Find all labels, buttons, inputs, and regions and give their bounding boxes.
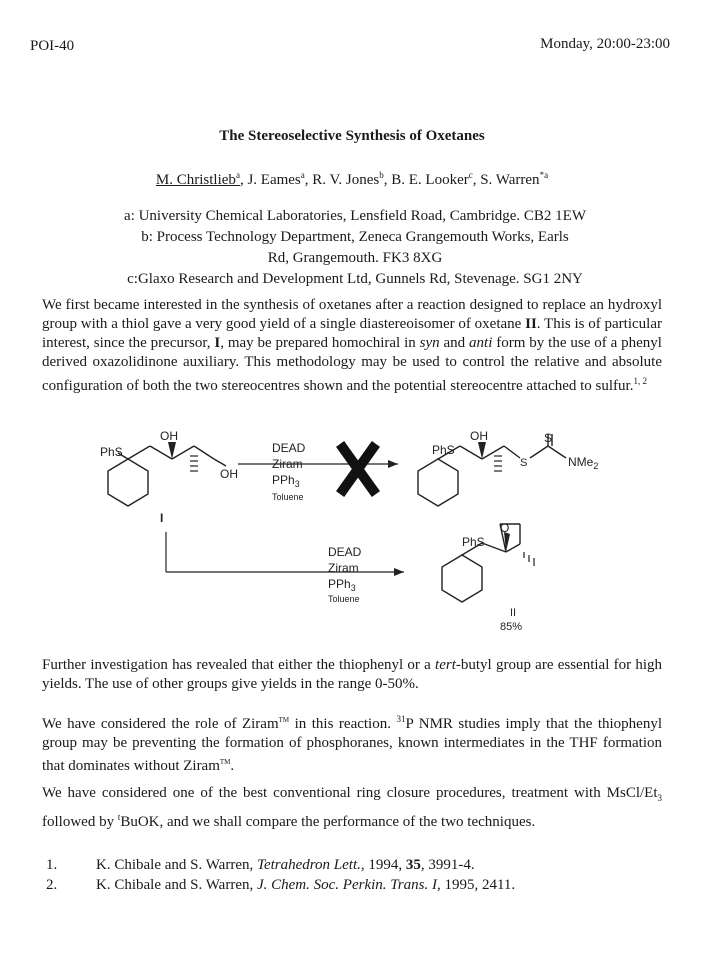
document-code: POI-40 bbox=[30, 38, 75, 54]
author: S. Warren$^{*a}$ bbox=[480, 170, 549, 188]
label-o: O bbox=[500, 521, 510, 535]
label-oh-1: OH bbox=[160, 429, 178, 443]
reagent-ziram-1: Ziram bbox=[272, 457, 303, 471]
compound-label-I: I bbox=[160, 511, 164, 525]
reference-1: 1. K. Chibale and S. Warren, Tetrahedron Lett., 1994, 35, 3991-4. bbox=[46, 857, 475, 873]
paper-title: The Stereoselective Synthesis of Oxetanes bbox=[219, 128, 485, 144]
reference-2: 2. K. Chibale and S. Warren, J. Chem. Soc. Perkin. Trans. I, 1995, 2411. bbox=[46, 877, 516, 893]
label-oh-2: OH bbox=[220, 467, 238, 481]
label-oh-3: OH bbox=[470, 429, 488, 443]
author: R. V. Jones$^b$ bbox=[312, 170, 384, 188]
reaction-failed-x-icon bbox=[343, 448, 373, 490]
author: B. E. Looker$^c$ bbox=[391, 170, 473, 188]
label-s-2: S bbox=[544, 431, 553, 445]
label-phs-1: PhS bbox=[100, 445, 123, 459]
affiliation-a: a: University Chemical Laboratories, Lensfield Road, Cambridge. CB2 1EW bbox=[124, 208, 586, 224]
hash-bond bbox=[190, 456, 198, 471]
reagent-toluene-2: Toluene bbox=[328, 594, 360, 604]
author-list: M. Christlieb$^a$, J. Eames$^a$, R. V. Jones$^b$, B. E. Looker$^c$, S. Warren$^{*a}$ bbox=[155, 170, 549, 188]
reagent-pph-2: PPh$_3$ bbox=[328, 577, 356, 593]
yield-value: 85% bbox=[500, 621, 523, 633]
compound-I-structure bbox=[108, 446, 226, 506]
affiliation-b: b: Process Technology Department, Zeneca Grangemouth Works, Earls Rd, Grangemouth. FK3 8XG bbox=[141, 229, 569, 266]
reagent-dead-2: DEAD bbox=[328, 545, 362, 559]
reagent-toluene-1: Toluene bbox=[272, 492, 304, 502]
session-time: Monday, 20:00-23:00 bbox=[540, 36, 670, 52]
paragraph-investigation: Further investigation has revealed that either the thiophenyl or a tert-butyl group are essential for high yields. The use of other groups give yields in the range 0-50%. bbox=[42, 657, 662, 692]
author-presenting: M. Christlieb$^a$ bbox=[155, 170, 240, 188]
paragraph-ring-closure: We have considered one of the best conventional ring closure procedures, treatment with MsCl/$Et_3$ followed by $^t$BuOK, and we shall compare the performance of the two techniques. bbox=[42, 785, 662, 830]
paragraph-intro: We first became interested in the synthesis of oxetanes after a reaction designed to replace an hydroxyl group with a thiol gave a very good yield of a single diastereoisomer of oxetane II. This is of particular interest, since the precursor, I, may be prepared homochiral in syn and anti form by the use of a phenyl derived oxazolidinone auxiliary. This methodology may be used to control the relative and absolute configuration of both the two stereocentres shown and the potential stereocentre attached to sulfur.$^{1, 2}$ bbox=[42, 297, 662, 394]
affiliation-c: c:Glaxo Research and Development Ltd, Gunnels Rd, Stevenage. SG1 2NY bbox=[127, 271, 583, 287]
author: J. Eames$^a$ bbox=[247, 170, 305, 188]
reaction-scheme bbox=[0, 420, 704, 640]
wedge-bond bbox=[168, 442, 176, 459]
reagent-ziram-2: Ziram bbox=[328, 561, 359, 575]
label-s-1: S bbox=[520, 457, 528, 469]
label-nme2: NMe$_2$ bbox=[568, 455, 599, 471]
label-phs-2: PhS bbox=[432, 443, 455, 457]
paragraph-ziram: We have considered the role of Ziram™ in this reaction. $^{31}$P NMR studies imply that the thiophenyl group may be preventing the formation of phosphoranes, known intermediates in the THF formation that dominates without Ziram™. bbox=[42, 714, 662, 774]
compound-label-II: II bbox=[510, 607, 517, 619]
reagent-pph-1: PPh$_3$ bbox=[272, 473, 300, 489]
label-phs-3: PhS bbox=[462, 535, 485, 549]
reagent-dead-1: DEAD bbox=[272, 441, 306, 455]
